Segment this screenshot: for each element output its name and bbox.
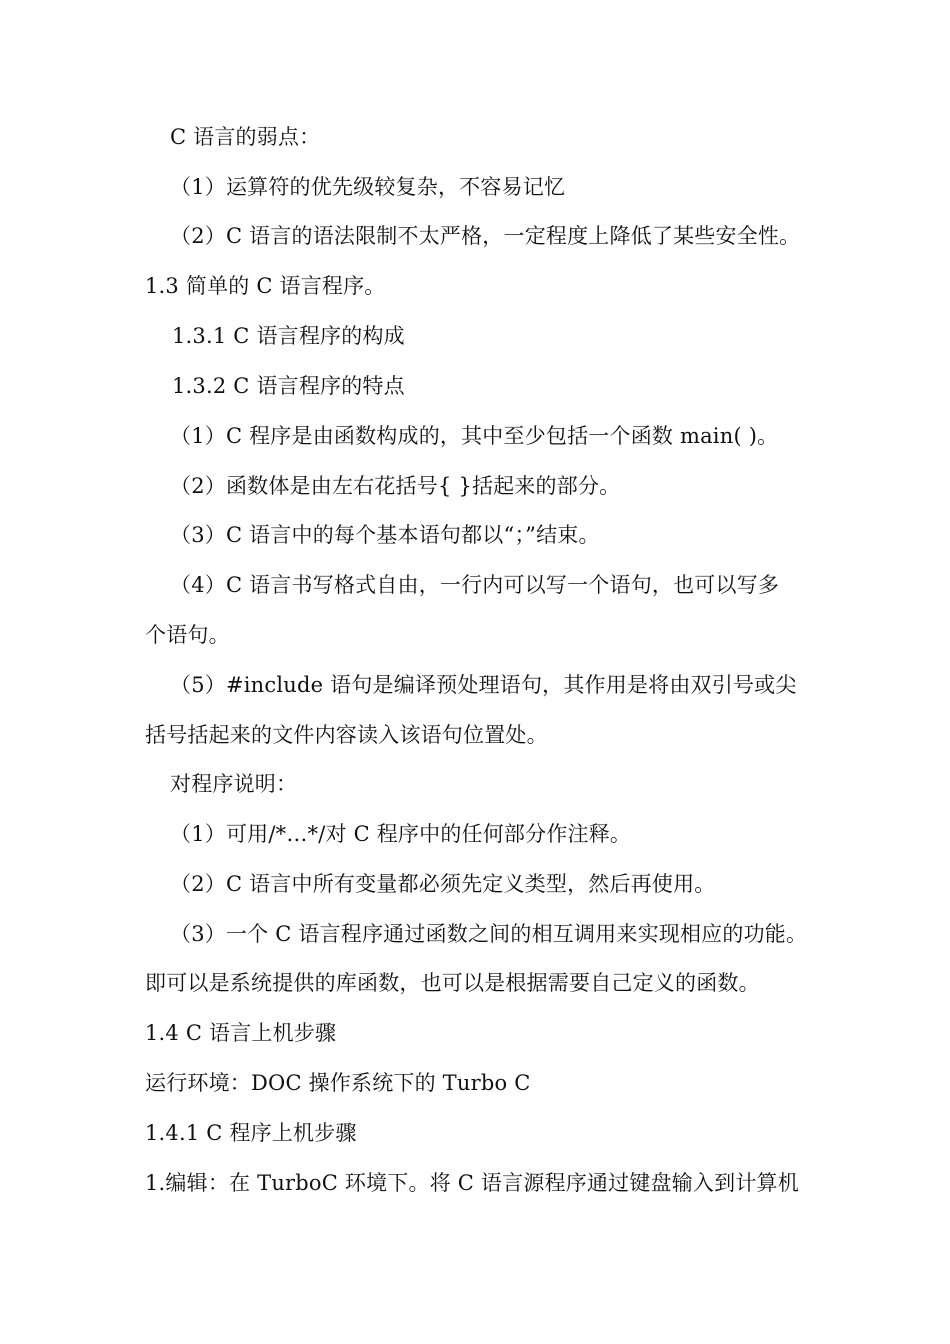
section-heading-1-3: 1.3 简单的 C 语言程序。 (145, 274, 386, 298)
text-line-weakness-1: （1）运算符的优先级较复杂，不容易记忆 (170, 175, 566, 199)
section-heading-1-3-1: 1.3.1 C 语言程序的构成 (172, 324, 405, 348)
text-line-note-1: （1）可用/*…*/对 C 程序中的任何部分作注释。 (170, 822, 632, 846)
text-line-feature-3: （3）C 语言中的每个基本语句都以“；”结束。 (170, 523, 600, 547)
text-line-weakness-heading: C 语言的弱点： (170, 125, 321, 149)
text-line-feature-5: （5）#include 语句是编译预处理语句，其作用是将由双引号或尖 (170, 673, 797, 697)
text-line-program-notes-heading: 对程序说明： (170, 772, 298, 796)
text-line-feature-4-cont: 个语句。 (145, 623, 230, 647)
section-heading-1-4: 1.4 C 语言上机步骤 (145, 1021, 337, 1045)
text-line-edit-step: 1.编辑：在 TurboC 环境下。将 C 语言源程序通过键盘输入到计算机 (145, 1171, 799, 1195)
text-line-feature-1: （1）C 程序是由函数构成的，其中至少包括一个函数 main( )。 (170, 424, 779, 448)
section-heading-1-4-1: 1.4.1 C 程序上机步骤 (145, 1121, 357, 1145)
text-line-feature-5-cont: 括号括起来的文件内容读入该语句位置处。 (145, 723, 548, 747)
text-line-note-2: （2）C 语言中所有变量都必须先定义类型，然后再使用。 (170, 872, 716, 896)
text-line-feature-2: （2）函数体是由左右花括号{ }括起来的部分。 (170, 474, 621, 498)
text-line-feature-4: （4）C 语言书写格式自由，一行内可以写一个语句，也可以写多 (170, 573, 780, 597)
text-line-weakness-2: （2）C 语言的语法限制不太严格，一定程度上降低了某些安全性。 (170, 224, 801, 248)
section-heading-1-3-2: 1.3.2 C 语言程序的特点 (172, 374, 405, 398)
text-line-note-3-cont: 即可以是系统提供的库函数，也可以是根据需要自己定义的函数。 (145, 971, 760, 995)
text-line-note-3: （3）一个 C 语言程序通过函数之间的相互调用来实现相应的功能。 (170, 922, 808, 946)
text-line-environment: 运行环境：DOC 操作系统下的 Turbo C (145, 1071, 531, 1095)
